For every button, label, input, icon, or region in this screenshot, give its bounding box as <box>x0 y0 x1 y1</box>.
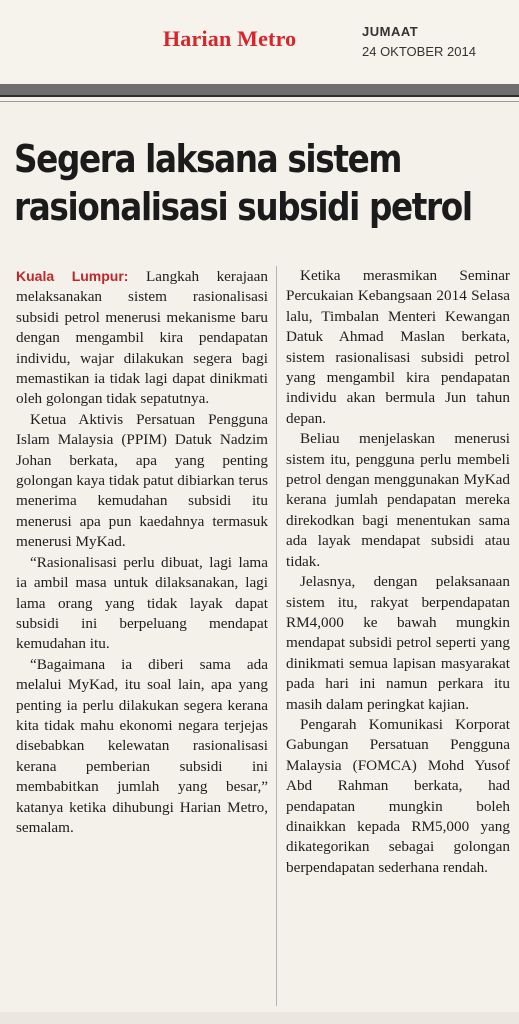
page-bottom-edge <box>0 1012 519 1024</box>
article-column-left <box>16 266 268 838</box>
article-column-right <box>286 266 510 878</box>
column-divider <box>276 266 277 1006</box>
article-paragraph: Jelasnya, dengan pelaksanaan sistem itu, rakyat berpendapatan RM4,000 ke bawah mungkin mendapat subsidi petrol seperti yang dinikmati semua lapisan masyarakat pada hari ini namun perkara itu masih dalam peringkat kajian. <box>286 573 510 713</box>
article-paragraph: Ketika merasmikan Seminar Percukaian Kebangsaan 2014 Selasa lalu, Timbalan Menteri Kewangan Datuk Ahmad Maslan berkata, sistem rasionalisasi subsidi petrol yang mengambil kira pendapatan individu akan bermula Jun tahun depan. <box>286 267 510 427</box>
article-paragraph: Pengarah Komunikasi Korporat Gabungan Persatuan Pengguna Malaysia (FOMCA) Mohd Yusof Abd Rahman berkata, had pendapatan mungkin boleh dinaikkan kepada RM5,000 yang dikategorikan sebagai golongan berpendapatan sederhana rendah. <box>286 715 510 876</box>
article-paragraph: Beliau menjelaskan menerusi sistem itu, pengguna perlu membeli petrol dengan menggunakan MyKad kerana jumlah pendapatan mereka direkodkan bagi menentukan sama ada layak mendapat subsidi atau tidak. <box>286 430 510 570</box>
headline-line-1: Segera laksana sistem <box>14 137 402 181</box>
article-paragraph: “Rasionalisasi perlu dibuat, lagi lama ia ambil masa untuk dilaksanakan, lagi lama orang yang tidak layak dapat subsidi ini berpeluang mendapat kemudahan itu. <box>16 553 268 653</box>
dateline: Kuala Lumpur: <box>16 268 129 284</box>
masthead-divider-bar <box>0 84 519 97</box>
divider-rule <box>0 101 519 102</box>
paragraph-text: Langkah kerajaan melaksanakan sistem rasionalisasi subsidi petrol menerusi mekanisme baru dengan mengambil kira pendapatan individu, wajar dilakukan segera bagi memastikan ia tidak lagi dapat dinikmati oleh golongan tidak sepatutnya. <box>16 268 268 408</box>
article-headline <box>14 135 472 231</box>
issue-day: JUMAAT <box>362 24 419 39</box>
article-paragraph <box>16 266 268 410</box>
newspaper-logo: Harian Metro <box>163 26 297 51</box>
article-paragraph: Ketua Aktivis Persatuan Pengguna Islam Malaysia (PPIM) Datuk Nadzim Johan berkata, apa yang penting golongan kaya tidak patut dibiarkan terus menerima kemudahan subsidi itu menerusi apa pun kaedahnya termasuk menerusi MyKad. <box>16 410 268 551</box>
issue-date: 24 OKTOBER 2014 <box>362 44 476 59</box>
masthead <box>0 0 519 84</box>
headline-line-2: rasionalisasi subsidi petrol <box>14 185 472 229</box>
article-paragraph: “Bagaimana ia diberi sama ada melalui MyKad, itu soal lain, apa yang penting ia perlu dilakukan segera kerana kita tidak mahu ekonomi negara terjejas disebabkan kelewatan rasionalisasi kerana pemberian subsidi ini membabitkan jumlah yang besar,” katanya ketika dihubungi Harian Metro, semalam. <box>16 655 268 836</box>
